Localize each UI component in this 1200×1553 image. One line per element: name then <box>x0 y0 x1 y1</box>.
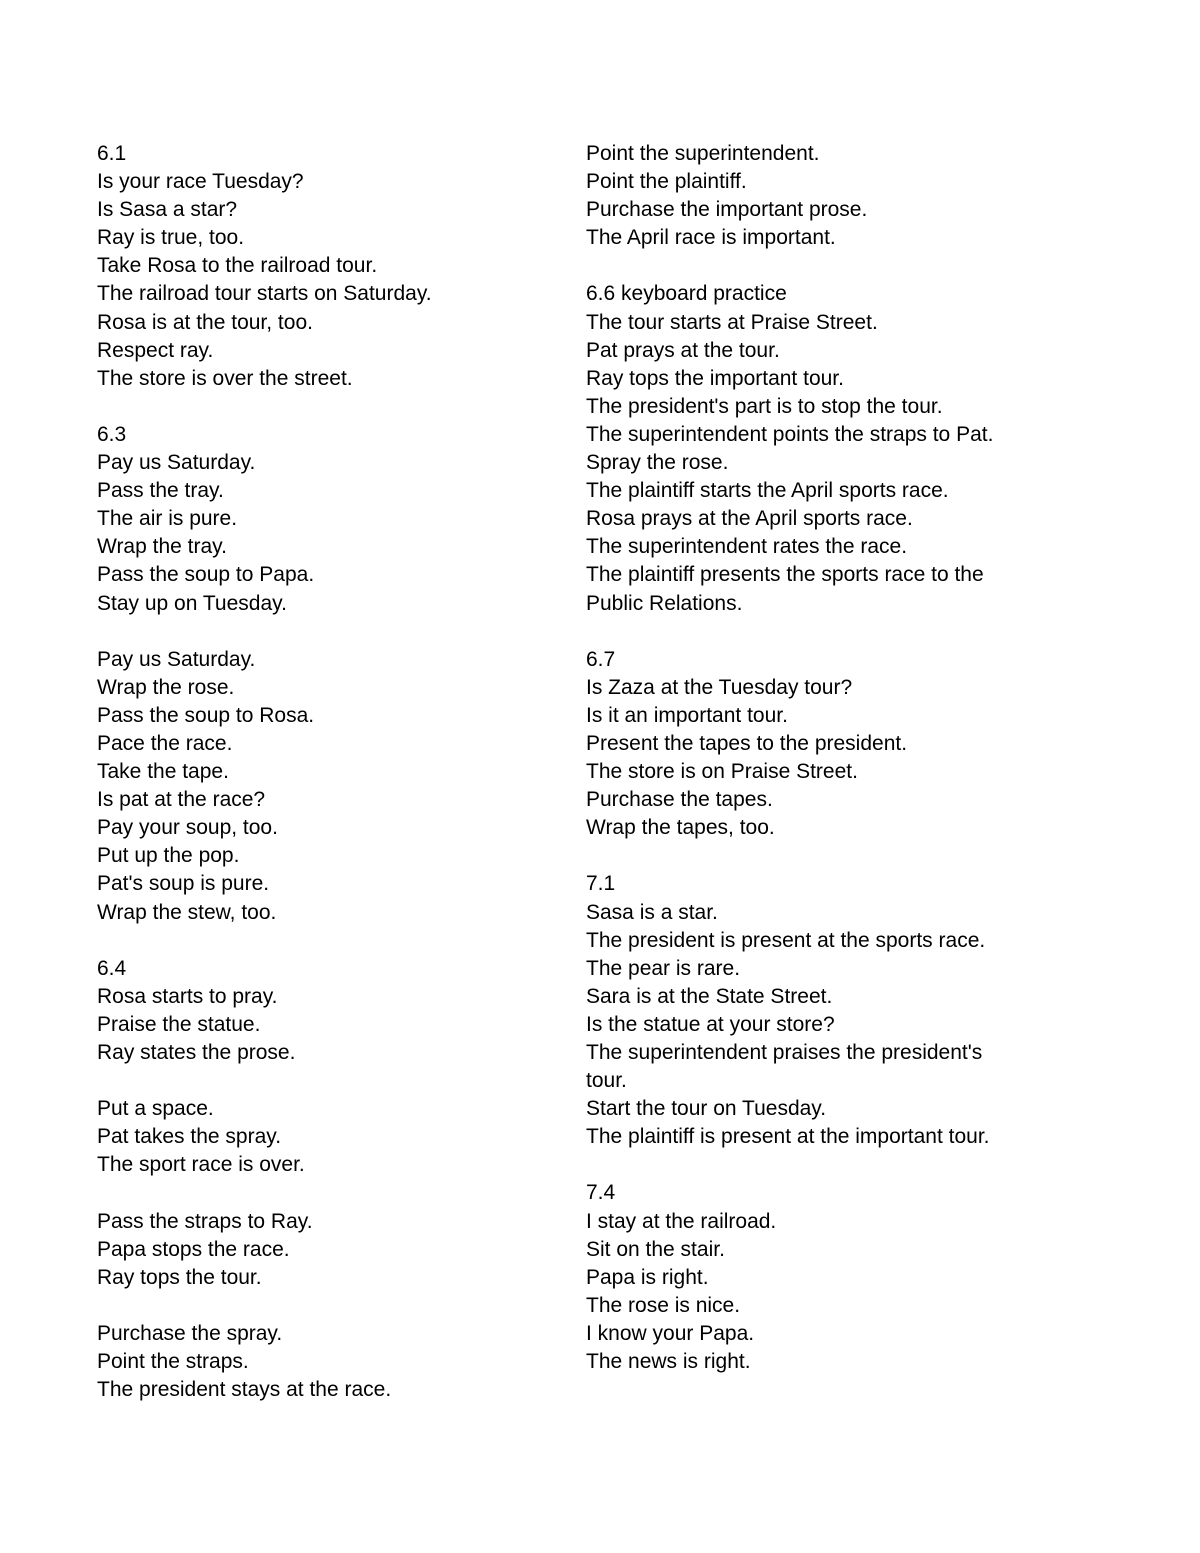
blank-line <box>97 1179 567 1207</box>
text-line: Point the superintendent. <box>586 142 820 165</box>
text-line: The store is over the street. <box>97 366 353 390</box>
text-line: Papa is right. <box>586 1265 709 1289</box>
text-line: Stay up on Tuesday. <box>97 591 287 615</box>
text-line: Put up the pop. <box>97 844 240 868</box>
text-line: Rosa prays at the April sports race. <box>586 507 913 531</box>
text-line: Pass the soup to Rosa. <box>97 703 315 727</box>
text-line: The president's part is to stop the tour. <box>586 394 943 418</box>
text-line: The superintendent points the straps to Pat. <box>586 422 994 446</box>
section-heading: 7.1 <box>586 872 616 896</box>
text-line: Purchase the important prose. <box>586 198 868 222</box>
text-line: Point the plaintiff. <box>586 170 747 194</box>
text-line: Pass the tray. <box>97 479 224 503</box>
blank-line <box>586 842 1146 870</box>
text-line: Pay us Saturday. <box>97 647 256 671</box>
blank-line <box>97 618 567 646</box>
text-line: Spray the rose. <box>586 451 729 475</box>
text-line: I know your Papa. <box>586 1321 755 1345</box>
text-line: Wrap the stew, too. <box>97 900 277 924</box>
text-line: Take the tape. <box>97 760 229 784</box>
text-line: Sit on the stair. <box>586 1237 725 1261</box>
text-line: The railroad tour starts on Saturday. <box>97 282 432 306</box>
text-line: tour. <box>586 1069 627 1093</box>
text-line: Is the statue at your store? <box>586 1012 835 1036</box>
text-line: The news is right. <box>586 1350 751 1374</box>
text-line: Pass the soup to Papa. <box>97 563 315 587</box>
text-line: Ray tops the tour. <box>97 1265 262 1289</box>
text-line: Start the tour on Tuesday. <box>586 1097 827 1121</box>
text-line: Respect ray. <box>97 338 214 362</box>
text-line: Is your race Tuesday? <box>97 170 304 194</box>
text-line: Papa stops the race. <box>97 1237 290 1261</box>
blank-line <box>97 1067 567 1095</box>
blank-line <box>97 393 567 421</box>
text-line: Wrap the rose. <box>97 675 235 699</box>
right-column <box>586 140 1146 1376</box>
text-line: The president is present at the sports race. <box>586 928 986 952</box>
text-line: Pay your soup, too. <box>97 816 278 840</box>
text-line: Pay us Saturday. <box>97 451 256 475</box>
text-line: The plaintiff is present at the important tour. <box>586 1125 990 1149</box>
text-line: Rosa is at the tour, too. <box>97 310 313 334</box>
text-line: Pass the straps to Ray. <box>97 1209 313 1233</box>
text-line: Take Rosa to the railroad tour. <box>97 254 378 278</box>
section-heading: 6.1 <box>97 142 127 165</box>
text-line: Is pat at the race? <box>97 788 266 812</box>
text-line: Wrap the tray. <box>97 535 227 559</box>
blank-line <box>586 1151 1146 1179</box>
left-column <box>97 140 567 1404</box>
text-line: Sasa is a star. <box>586 900 718 924</box>
section-heading: 6.6 keyboard practice <box>586 282 787 306</box>
text-line: I stay at the railroad. <box>586 1209 777 1233</box>
text-line: The sport race is over. <box>97 1153 305 1177</box>
text-line: Public Relations. <box>586 591 743 615</box>
text-line: The air is pure. <box>97 507 238 531</box>
text-line: The plaintiff presents the sports race to the <box>586 563 984 587</box>
text-line: Is Sasa a star? <box>97 198 238 222</box>
text-line: Point the straps. <box>97 1350 249 1374</box>
text-line: Rosa starts to pray. <box>97 984 278 1008</box>
text-line: The April race is important. <box>586 226 836 250</box>
text-line: Wrap the tapes, too. <box>586 816 775 840</box>
text-line: Ray is true, too. <box>97 226 245 250</box>
text-line: Ray states the prose. <box>97 1041 296 1064</box>
text-line: Purchase the tapes. <box>586 788 773 812</box>
text-line: The superintendent rates the race. <box>586 535 908 559</box>
text-line: The rose is nice. <box>586 1293 741 1317</box>
text-line: The pear is rare. <box>586 956 741 980</box>
text-line: Sara is at the State Street. <box>586 984 833 1008</box>
text-line: Is it an important tour. <box>586 703 788 727</box>
text-line: The store is on Praise Street. <box>586 760 858 784</box>
text-line: Pat takes the spray. <box>97 1125 282 1149</box>
blank-line <box>586 618 1146 646</box>
text-line: The plaintiff starts the April sports race. <box>586 479 949 503</box>
blank-line <box>586 252 1146 280</box>
text-line: Purchase the spray. <box>97 1321 283 1345</box>
text-line: Put a space. <box>97 1097 214 1121</box>
section-heading: 6.3 <box>97 422 127 446</box>
blank-line <box>97 927 567 955</box>
text-line: Pat's soup is pure. <box>97 872 270 896</box>
text-line: The tour starts at Praise Street. <box>586 310 878 334</box>
text-line: Ray tops the important tour. <box>586 366 844 390</box>
text-line: Praise the statue. <box>97 1012 261 1036</box>
text-line: The president stays at the race. <box>97 1378 392 1402</box>
section-heading: 7.4 <box>586 1181 616 1205</box>
text-line: Present the tapes to the president. <box>586 731 908 755</box>
text-line: The superintendent praises the president's <box>586 1041 983 1064</box>
blank-line <box>97 1292 567 1320</box>
section-heading: 6.7 <box>586 647 616 671</box>
section-heading: 6.4 <box>97 956 127 980</box>
text-line: Pat prays at the tour. <box>586 338 780 362</box>
text-line: Is Zaza at the Tuesday tour? <box>586 675 853 699</box>
text-line: Pace the race. <box>97 731 233 755</box>
